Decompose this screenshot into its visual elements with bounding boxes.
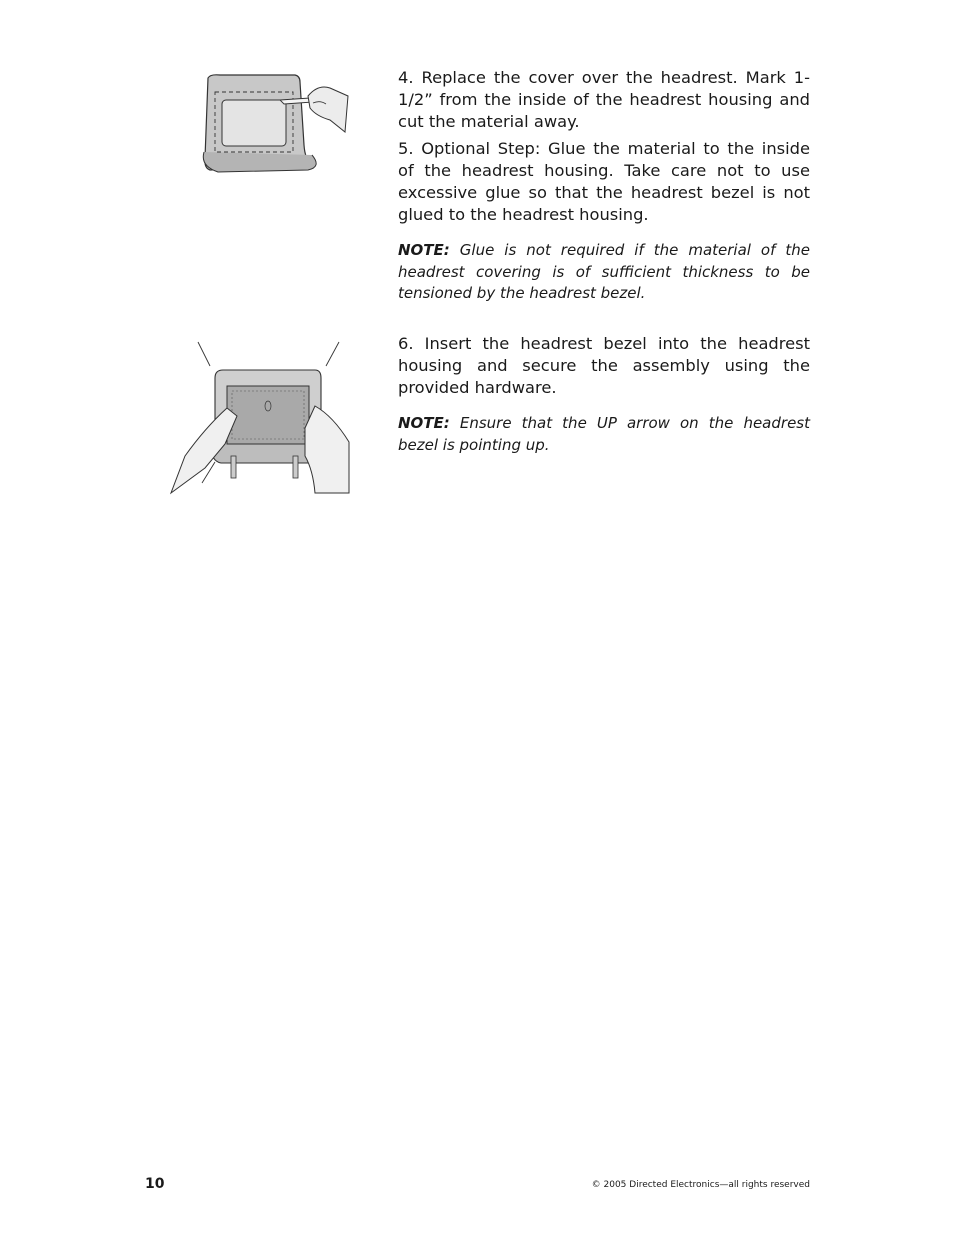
note-up-arrow — [398, 413, 810, 456]
headrest-bezel-illustration — [165, 338, 355, 498]
step-5-text: 5. Optional Step: Glue the material to the inside of the headrest housing. Take care not to use excessive glue so that the headrest bezel is not glued to the headrest housing. — [398, 139, 810, 224]
step-4-text: 4. Replace the cover over the headrest. Mark 1-1/2” from the inside of the headrest housing and cut the material away. — [398, 68, 810, 131]
page-number: 10 — [145, 1176, 165, 1192]
headrest-cover-illustration — [200, 70, 360, 175]
note-label: NOTE: — [398, 414, 450, 432]
note-text: Ensure that the UP arrow on the headrest bezel is pointing up. — [398, 414, 810, 454]
note-text: Glue is not required if the material of the headrest covering is of sufficient thickness to be tensioned by the headrest bezel. — [398, 241, 810, 302]
headrest-cover-cutting-icon — [200, 70, 360, 175]
note-label: NOTE: — [398, 241, 450, 259]
step-6-text: 6. Insert the headrest bezel into the headrest housing and secure the assembly using the provided hardware. — [398, 334, 810, 397]
note-glue — [398, 240, 810, 305]
copyright-notice: © 2005 Directed Electronics—all rights reserved — [591, 1180, 810, 1190]
headrest-bezel-insertion-icon — [165, 338, 355, 498]
